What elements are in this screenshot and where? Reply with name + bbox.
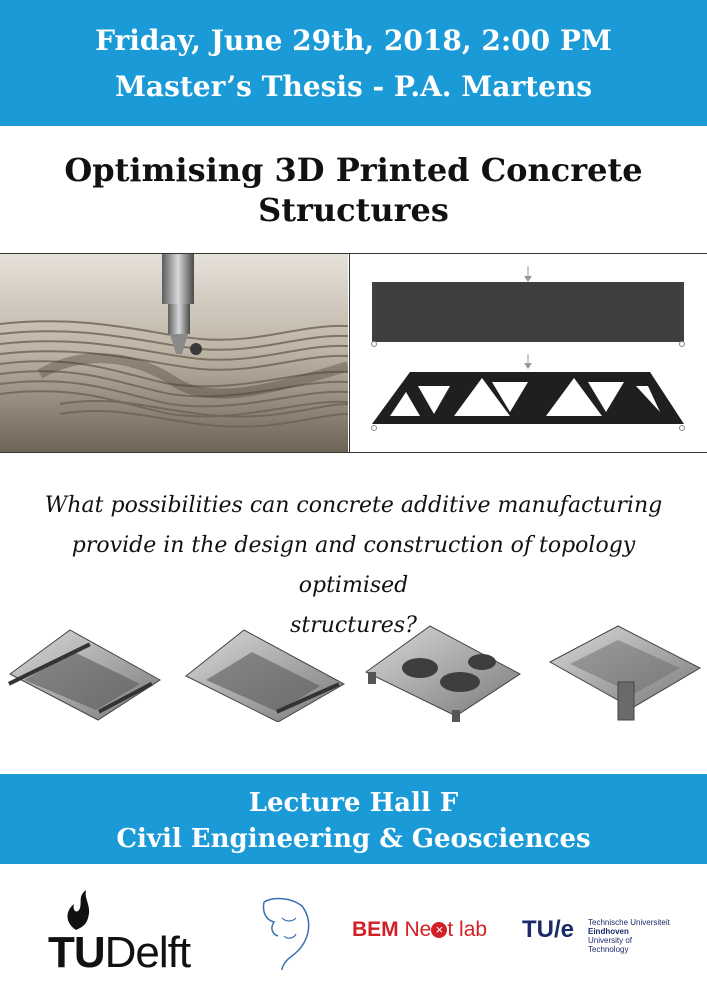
slab-render-1	[8, 630, 160, 720]
slab-renderings	[0, 622, 707, 722]
image-strip	[0, 253, 707, 453]
thesis-author: Master’s Thesis - P.A. Martens	[114, 70, 593, 103]
bem-nextlab-logo	[352, 918, 487, 942]
question-line-2: provide in the design and construction of topology optimised	[71, 533, 636, 598]
poster-title	[0, 150, 707, 230]
header-band	[0, 0, 707, 126]
event-datetime: Friday, June 29th, 2018, 2:00 PM	[95, 24, 612, 57]
bem-next-text: Ne	[404, 918, 432, 941]
bem-bold-text: BEM	[352, 918, 399, 941]
logo-row	[0, 872, 707, 992]
lion-logo-icon	[252, 892, 322, 972]
venue-band	[0, 774, 707, 864]
tue-sub-2: Eindhoven	[588, 927, 629, 936]
question-line-1: What possibilities can concrete additive manufacturing	[44, 493, 663, 518]
title-line-2: Structures	[258, 191, 449, 229]
tue-mark: TU/e	[522, 916, 575, 943]
tudelft-tu: TU	[48, 928, 105, 977]
question-line-3: structures?	[290, 613, 417, 638]
slab-render-2	[186, 630, 344, 722]
slab-render-4	[550, 626, 700, 720]
tue-sub-1: Technische Universiteit	[588, 918, 670, 927]
concrete-printing-photo	[0, 254, 348, 452]
tue-logo	[522, 916, 672, 956]
tudelft-delft: Delft	[104, 928, 191, 977]
venue-room: Lecture Hall F	[248, 788, 459, 818]
bem-x-icon: ×	[431, 922, 447, 938]
flame-icon	[56, 888, 96, 932]
tue-sub-3: University of Technology	[588, 936, 633, 954]
tudelft-logo	[48, 888, 218, 978]
bem-lab-text: t lab	[447, 918, 488, 941]
slab-render-3	[366, 626, 520, 722]
topology-optimisation-diagram	[349, 254, 707, 452]
venue-faculty: Civil Engineering & Geosciences	[116, 824, 591, 854]
title-line-1: Optimising 3D Printed Concrete	[64, 151, 643, 189]
